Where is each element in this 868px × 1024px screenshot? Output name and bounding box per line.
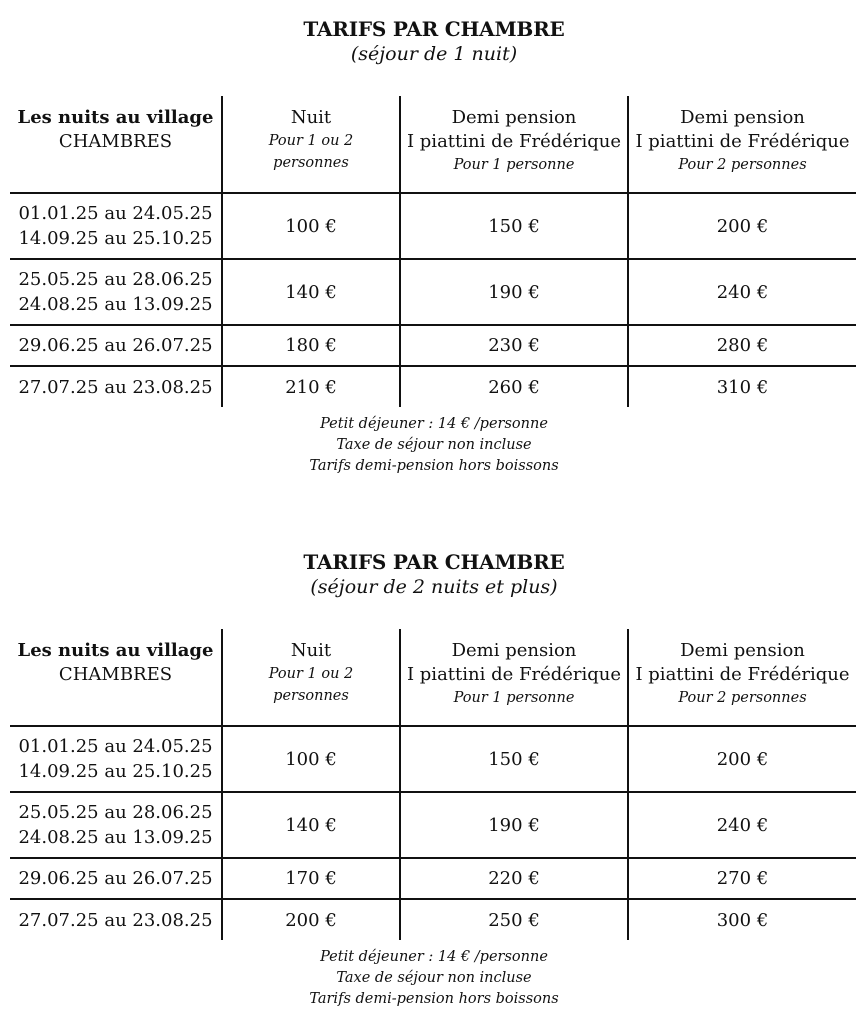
table-row xyxy=(10,366,856,407)
price-demi-pension-2: 240 € xyxy=(628,259,856,325)
rates-table xyxy=(10,629,856,940)
period-cell xyxy=(10,899,222,940)
header-main: Demi pension xyxy=(680,640,805,661)
rate-section-one-night xyxy=(0,16,868,474)
price-nuit: 140 € xyxy=(222,259,400,325)
price-demi-pension-1: 150 € xyxy=(400,726,628,792)
table-header-row xyxy=(10,629,856,726)
period-line: 14.09.25 au 25.10.25 xyxy=(18,228,213,249)
price-demi-pension-1: 250 € xyxy=(400,899,628,940)
header-nuit xyxy=(222,96,400,193)
period-cell xyxy=(10,325,222,366)
header-main: Demi pension xyxy=(451,107,577,128)
table-row xyxy=(10,858,856,899)
header-demi-pension-2 xyxy=(628,629,856,726)
price-demi-pension-1: 190 € xyxy=(400,259,628,325)
price-demi-pension-1: 220 € xyxy=(400,858,628,899)
period-cell xyxy=(10,792,222,858)
header-note: Pour 2 personnes xyxy=(678,690,807,706)
footnotes xyxy=(0,414,868,477)
table-row xyxy=(10,726,856,792)
price-demi-pension-2: 200 € xyxy=(628,726,856,792)
header-demi-pension-1 xyxy=(400,96,628,193)
period-cell xyxy=(10,366,222,407)
footnote-breakfast: Petit déjeuner : 14 € /personne xyxy=(320,416,548,432)
header-note: Pour 2 personnes xyxy=(678,157,807,173)
price-demi-pension-2: 310 € xyxy=(628,366,856,407)
header-sub: I piattini de Frédérique xyxy=(635,131,850,152)
header-main: Les nuits au village xyxy=(17,107,214,128)
footnote-tax: Taxe de séjour non incluse xyxy=(336,970,532,986)
header-period xyxy=(10,629,222,726)
section-title: TARIFS PAR CHAMBRE xyxy=(303,550,565,574)
table-row xyxy=(10,792,856,858)
price-nuit: 140 € xyxy=(222,792,400,858)
table-row xyxy=(10,325,856,366)
price-demi-pension-1: 260 € xyxy=(400,366,628,407)
table-header-row xyxy=(10,96,856,193)
footnotes xyxy=(0,947,868,1010)
header-sub: CHAMBRES xyxy=(58,664,173,685)
footnote-tax: Taxe de séjour non incluse xyxy=(336,437,532,453)
header-note: Pour 1 personne xyxy=(453,690,575,706)
header-main: Les nuits au village xyxy=(17,640,214,661)
period-line: 24.08.25 au 13.09.25 xyxy=(18,294,213,315)
section-subtitle: (séjour de 2 nuits et plus) xyxy=(310,576,558,598)
table-row xyxy=(10,259,856,325)
header-sub: I piattini de Frédérique xyxy=(635,664,850,685)
period-cell xyxy=(10,726,222,792)
header-demi-pension-2 xyxy=(628,96,856,193)
header-main: Nuit xyxy=(290,640,332,661)
period-cell xyxy=(10,858,222,899)
period-line: 29.06.25 au 26.07.25 xyxy=(18,868,213,889)
period-line: 27.07.25 au 23.08.25 xyxy=(18,909,213,931)
header-sub: I piattini de Frédérique xyxy=(406,131,622,152)
price-nuit: 100 € xyxy=(222,726,400,792)
period-line: 27.07.25 au 23.08.25 xyxy=(18,376,213,398)
price-nuit: 170 € xyxy=(222,858,400,899)
rates-table xyxy=(10,96,856,407)
price-demi-pension-2: 270 € xyxy=(628,858,856,899)
price-demi-pension-2: 200 € xyxy=(628,193,856,259)
footnote-breakfast: Petit déjeuner : 14 € /personne xyxy=(320,949,548,965)
period-line: 01.01.25 au 24.05.25 xyxy=(18,736,213,757)
rate-section-two-nights-plus xyxy=(0,549,868,1007)
table-row xyxy=(10,193,856,259)
period-line: 01.01.25 au 24.05.25 xyxy=(18,203,213,224)
period-cell xyxy=(10,259,222,325)
header-sub: I piattini de Frédérique xyxy=(406,664,622,685)
price-demi-pension-2: 280 € xyxy=(628,325,856,366)
footnote-drinks: Tarifs demi-pension hors boissons xyxy=(309,458,559,474)
period-line: 25.05.25 au 28.06.25 xyxy=(18,802,213,823)
section-title: TARIFS PAR CHAMBRE xyxy=(303,17,565,41)
price-nuit: 100 € xyxy=(222,193,400,259)
header-main: Demi pension xyxy=(680,107,805,128)
price-nuit: 180 € xyxy=(222,325,400,366)
section-subtitle: (séjour de 1 nuit) xyxy=(350,43,518,65)
header-note: Pour 1 ou 2 personnes xyxy=(268,133,354,171)
header-nuit xyxy=(222,629,400,726)
price-demi-pension-2: 300 € xyxy=(628,899,856,940)
price-demi-pension-1: 190 € xyxy=(400,792,628,858)
header-sub: CHAMBRES xyxy=(58,131,173,152)
header-note: Pour 1 ou 2 personnes xyxy=(268,666,354,704)
period-line: 24.08.25 au 13.09.25 xyxy=(18,827,213,848)
header-demi-pension-1 xyxy=(400,629,628,726)
price-demi-pension-1: 150 € xyxy=(400,193,628,259)
price-nuit: 210 € xyxy=(222,366,400,407)
header-note: Pour 1 personne xyxy=(453,157,575,173)
footnote-drinks: Tarifs demi-pension hors boissons xyxy=(309,991,559,1007)
period-cell xyxy=(10,193,222,259)
price-demi-pension-1: 230 € xyxy=(400,325,628,366)
period-line: 29.06.25 au 26.07.25 xyxy=(18,335,213,356)
price-demi-pension-2: 240 € xyxy=(628,792,856,858)
period-line: 25.05.25 au 28.06.25 xyxy=(18,269,213,290)
table-row xyxy=(10,899,856,940)
period-line: 14.09.25 au 25.10.25 xyxy=(18,761,213,782)
header-main: Nuit xyxy=(290,107,332,128)
header-main: Demi pension xyxy=(451,640,577,661)
price-nuit: 200 € xyxy=(222,899,400,940)
header-period xyxy=(10,96,222,193)
